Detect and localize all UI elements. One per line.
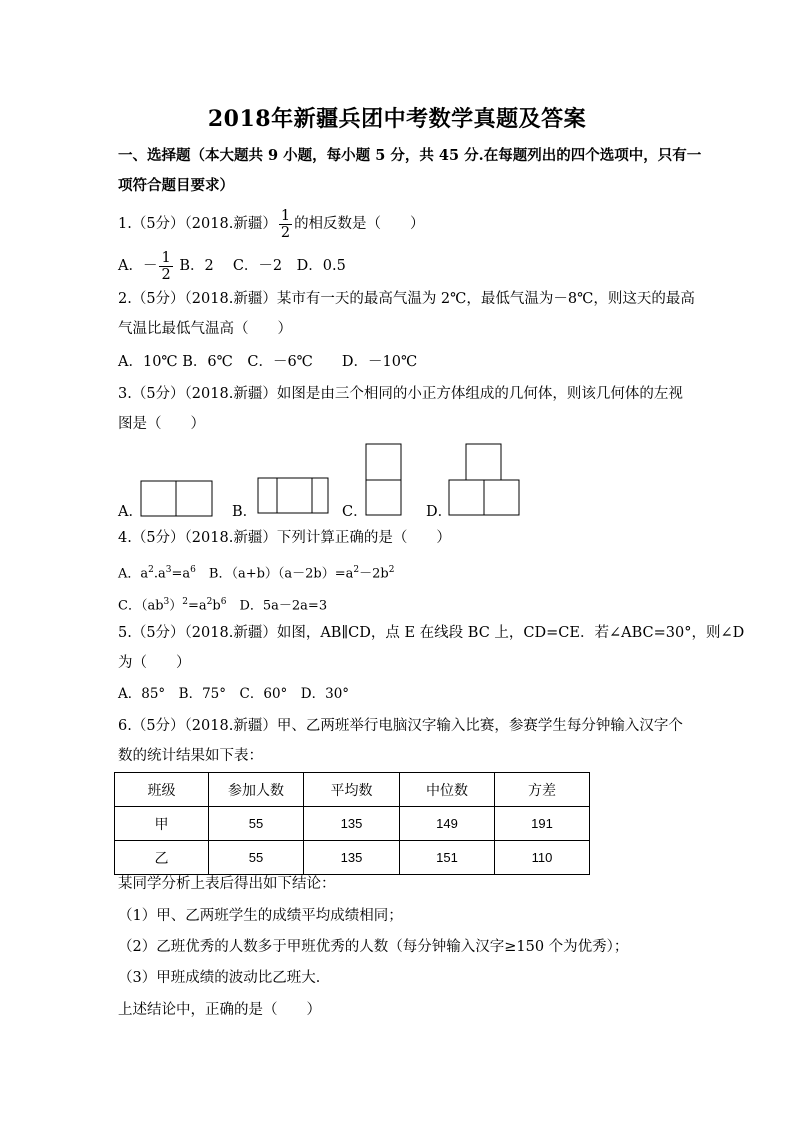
q3-label-a: A． bbox=[118, 504, 143, 520]
table-cell: 55 bbox=[209, 807, 304, 841]
q3-c-square-top bbox=[366, 444, 401, 480]
q2-options: A．10℃ B．6℃ C．－6℃ D．－10℃ bbox=[118, 354, 418, 370]
question-6-line2: 数的统计结果如下表： bbox=[118, 748, 263, 764]
table-row bbox=[115, 841, 590, 875]
q3-d-square-bottom-right bbox=[484, 480, 519, 515]
q4-opt-a-exp1: 2 bbox=[148, 565, 154, 575]
table-cell: 149 bbox=[400, 807, 495, 841]
table-header-row bbox=[115, 773, 590, 807]
question-2-line1: 2.（5分）（2018.新疆）某市有一天的最高气温为 2℃，最低气温为－8℃，则这天的最高 bbox=[118, 291, 695, 307]
section-heading-line2: 项符合题目要求） bbox=[118, 177, 234, 194]
q4-opt-c-eq: =a bbox=[188, 598, 207, 614]
q6-conclusion-3: （3）甲班成绩的波动比乙班大． bbox=[118, 970, 331, 986]
section-heading-line1: 一、选择题（本大题共 9 小题，每小题 5 分，共 45 分.在每题列出的四个选项中，只有一 bbox=[118, 147, 702, 164]
table-header-cell: 中位数 bbox=[400, 773, 495, 807]
q3-label-c: C． bbox=[342, 504, 368, 520]
table-header-cell: 平均数 bbox=[304, 773, 400, 807]
q4-opt-c-exp2: 2 bbox=[182, 597, 189, 607]
question-1 bbox=[118, 204, 698, 244]
q4-opt-b-exp1: 2 bbox=[353, 565, 360, 575]
q4-opt-a-eq: =a bbox=[171, 566, 191, 582]
q1-opt-a-denominator: 2 bbox=[161, 266, 171, 283]
question-6-line1: 6.（5分）（2018.新疆）甲、乙两班举行电脑汉字输入比赛，参赛学生每分钟输入汉字个 bbox=[118, 718, 683, 734]
table-cell: 135 bbox=[304, 807, 400, 841]
q1-opts-rest: B．2 C．－2 D．0.5 bbox=[179, 258, 346, 274]
question-3-line2: 图是（ ） bbox=[118, 416, 205, 432]
question-5-line1: 5.（5分）（2018.新疆）如图，AB∥CD，点 E 在线段 BC 上，CD=CE．若∠ABC=30°，则∠D bbox=[118, 625, 745, 641]
q4-opt-c-b: b bbox=[212, 598, 221, 614]
q3-label-d: D． bbox=[426, 504, 453, 520]
q4-opt-c-exp1: 3 bbox=[163, 597, 170, 607]
q4-opt-a-exp3: 6 bbox=[190, 565, 196, 575]
table-cell: 151 bbox=[400, 841, 495, 875]
question-5-line2: 为（ ） bbox=[118, 655, 191, 671]
q4-opt-c-mid: ） bbox=[169, 598, 183, 614]
q3-options-figures bbox=[110, 438, 540, 522]
q4-opt-a-mid: .a bbox=[153, 566, 166, 582]
q4-opt-b-exp2: 2 bbox=[388, 565, 395, 575]
table-cell: 110 bbox=[495, 841, 590, 875]
q4-opt-d: D．5a－2a=3 bbox=[226, 598, 328, 614]
q4-opt-a-exp2: 3 bbox=[165, 565, 172, 575]
q4-options-ab bbox=[118, 560, 698, 584]
table-header-cell: 方差 bbox=[495, 773, 590, 807]
q1-frac-numerator: 1 bbox=[280, 207, 291, 224]
q1-fraction bbox=[279, 208, 292, 241]
q3-a-square-2 bbox=[176, 481, 212, 516]
table-cell: 乙 bbox=[115, 841, 209, 875]
table-cell: 135 bbox=[304, 841, 400, 875]
table-cell: 191 bbox=[495, 807, 590, 841]
q3-b-rect-2 bbox=[277, 478, 312, 513]
table-header-cell: 班级 bbox=[115, 773, 209, 807]
q3-d-square-top bbox=[466, 444, 501, 480]
q4-opt-a: A．a bbox=[118, 566, 149, 582]
q4-opt-c: C．（ab bbox=[118, 598, 164, 614]
q6-question: 上述结论中，正确的是（ ） bbox=[118, 1002, 321, 1018]
table-cell: 55 bbox=[209, 841, 304, 875]
page-title: 2018年新疆兵团中考数学真题及答案 bbox=[207, 106, 587, 132]
stats-table bbox=[114, 772, 590, 875]
q1-opt-a-label: A．－ bbox=[118, 258, 158, 274]
q1-prefix: 1.（5分）（2018.新疆） bbox=[118, 216, 277, 232]
q4-opt-c-exp4: 6 bbox=[220, 597, 227, 607]
q1-suffix: 的相反数是（ ） bbox=[294, 216, 425, 232]
q4-options-cd bbox=[118, 592, 698, 616]
question-2-line2: 气温比最低气温高（ ） bbox=[118, 321, 292, 337]
q6-conclusion-1: （1）甲、乙两班学生的成绩平均成绩相同； bbox=[118, 908, 403, 924]
table-row bbox=[115, 807, 590, 841]
q1-opt-a-numerator: 1 bbox=[161, 249, 171, 266]
q4-opt-c-exp3: 2 bbox=[206, 597, 213, 607]
q4-opt-b: B．（a+b）（a－2b）=a bbox=[195, 566, 354, 582]
question-3-line1: 3.（5分）（2018.新疆）如图是由三个相同的小正方体组成的几何体，则该几何体的左视 bbox=[118, 386, 683, 402]
q3-b-rect-3 bbox=[312, 478, 328, 513]
q1-options bbox=[118, 246, 698, 286]
question-4: 4.（5分）（2018.新疆）下列计算正确的是（ ） bbox=[118, 530, 451, 546]
q6-conclusion-2: （2）乙班优秀的人数多于甲班优秀的人数（每分钟输入汉字≥150 个为优秀）； bbox=[118, 939, 629, 955]
q1-frac-denominator: 2 bbox=[280, 224, 291, 241]
q6-analysis-intro: 某同学分析上表后得出如下结论： bbox=[118, 876, 336, 892]
q3-label-b: B． bbox=[232, 504, 258, 520]
q5-options: A．85° B．75° C．60° D．30° bbox=[118, 686, 350, 702]
q4-opt-b-mid: －2b bbox=[359, 566, 389, 582]
q1-opt-a-fraction bbox=[159, 250, 172, 283]
table-header-cell: 参加人数 bbox=[209, 773, 304, 807]
table-cell: 甲 bbox=[115, 807, 209, 841]
